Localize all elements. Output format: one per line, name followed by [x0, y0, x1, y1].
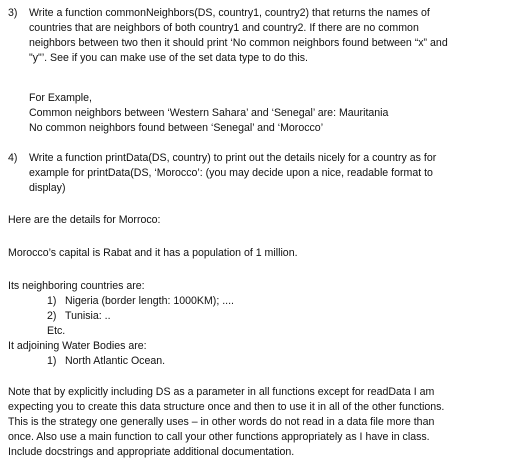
q3-line-3: neighbors between two then it should print ‘No common neighbors found between “x” and [29, 37, 448, 49]
note-line-2: expecting you to create this data structure once and then to use it in all of the other functions. [8, 401, 445, 413]
neighbor-number: 2) [47, 310, 57, 322]
water-number: 1) [47, 355, 57, 367]
neighbor-number: 1) [47, 295, 57, 307]
q3-line-2: countries that are neighbors of both country1 and country2. If there are no common [29, 22, 419, 34]
note-line-1: Note that by explicitly including DS as a parameter in all functions except for readData I am [8, 386, 435, 398]
note-line-4: once. Also use a main function to call your other functions appropriately as I have in class. [8, 431, 430, 443]
q4-number: 4) [8, 152, 18, 164]
q4-line-1: Write a function printData(DS, country) to print out the details nicely for a country as for [29, 152, 437, 164]
water-heading: It adjoining Water Bodies are: [8, 340, 147, 352]
neighbors-heading: Its neighboring countries are: [8, 280, 145, 292]
note-line-3: This is the strategy one generally uses – in other words do not read in a data file more than [8, 416, 435, 428]
q3-line-1: Write a function commonNeighbors(DS, country1, country2) that returns the names of [29, 7, 430, 19]
q3-number: 3) [8, 7, 18, 19]
note-line-5: Include docstrings and appropriate additional documentation. [8, 446, 295, 458]
q4-line-2: example for printData(DS, ‘Morocco’: (you may decide upon a nice, readable format to [29, 167, 433, 179]
q4-line-3: display) [29, 182, 66, 194]
details-intro: Here are the details for Morroco: [8, 214, 161, 226]
neighbor-item: Tunisia: .. [65, 310, 111, 322]
q3-line-4: "y"’. See if you can make use of the set data type to do this. [29, 52, 308, 64]
example-line-1: Common neighbors between ‘Western Sahara’ and ‘Senegal’ are: Mauritania [29, 107, 389, 119]
water-item: North Atlantic Ocean. [65, 355, 166, 367]
example-line-2: No common neighbors found between ‘Senegal’ and ‘Morocco’ [29, 122, 324, 134]
capital-line: Morocco’s capital is Rabat and it has a population of 1 million. [8, 247, 298, 259]
etc-label: Etc. [47, 325, 66, 337]
example-heading: For Example, [29, 92, 92, 104]
neighbor-item: Nigeria (border length: 1000KM); .... [65, 295, 234, 307]
